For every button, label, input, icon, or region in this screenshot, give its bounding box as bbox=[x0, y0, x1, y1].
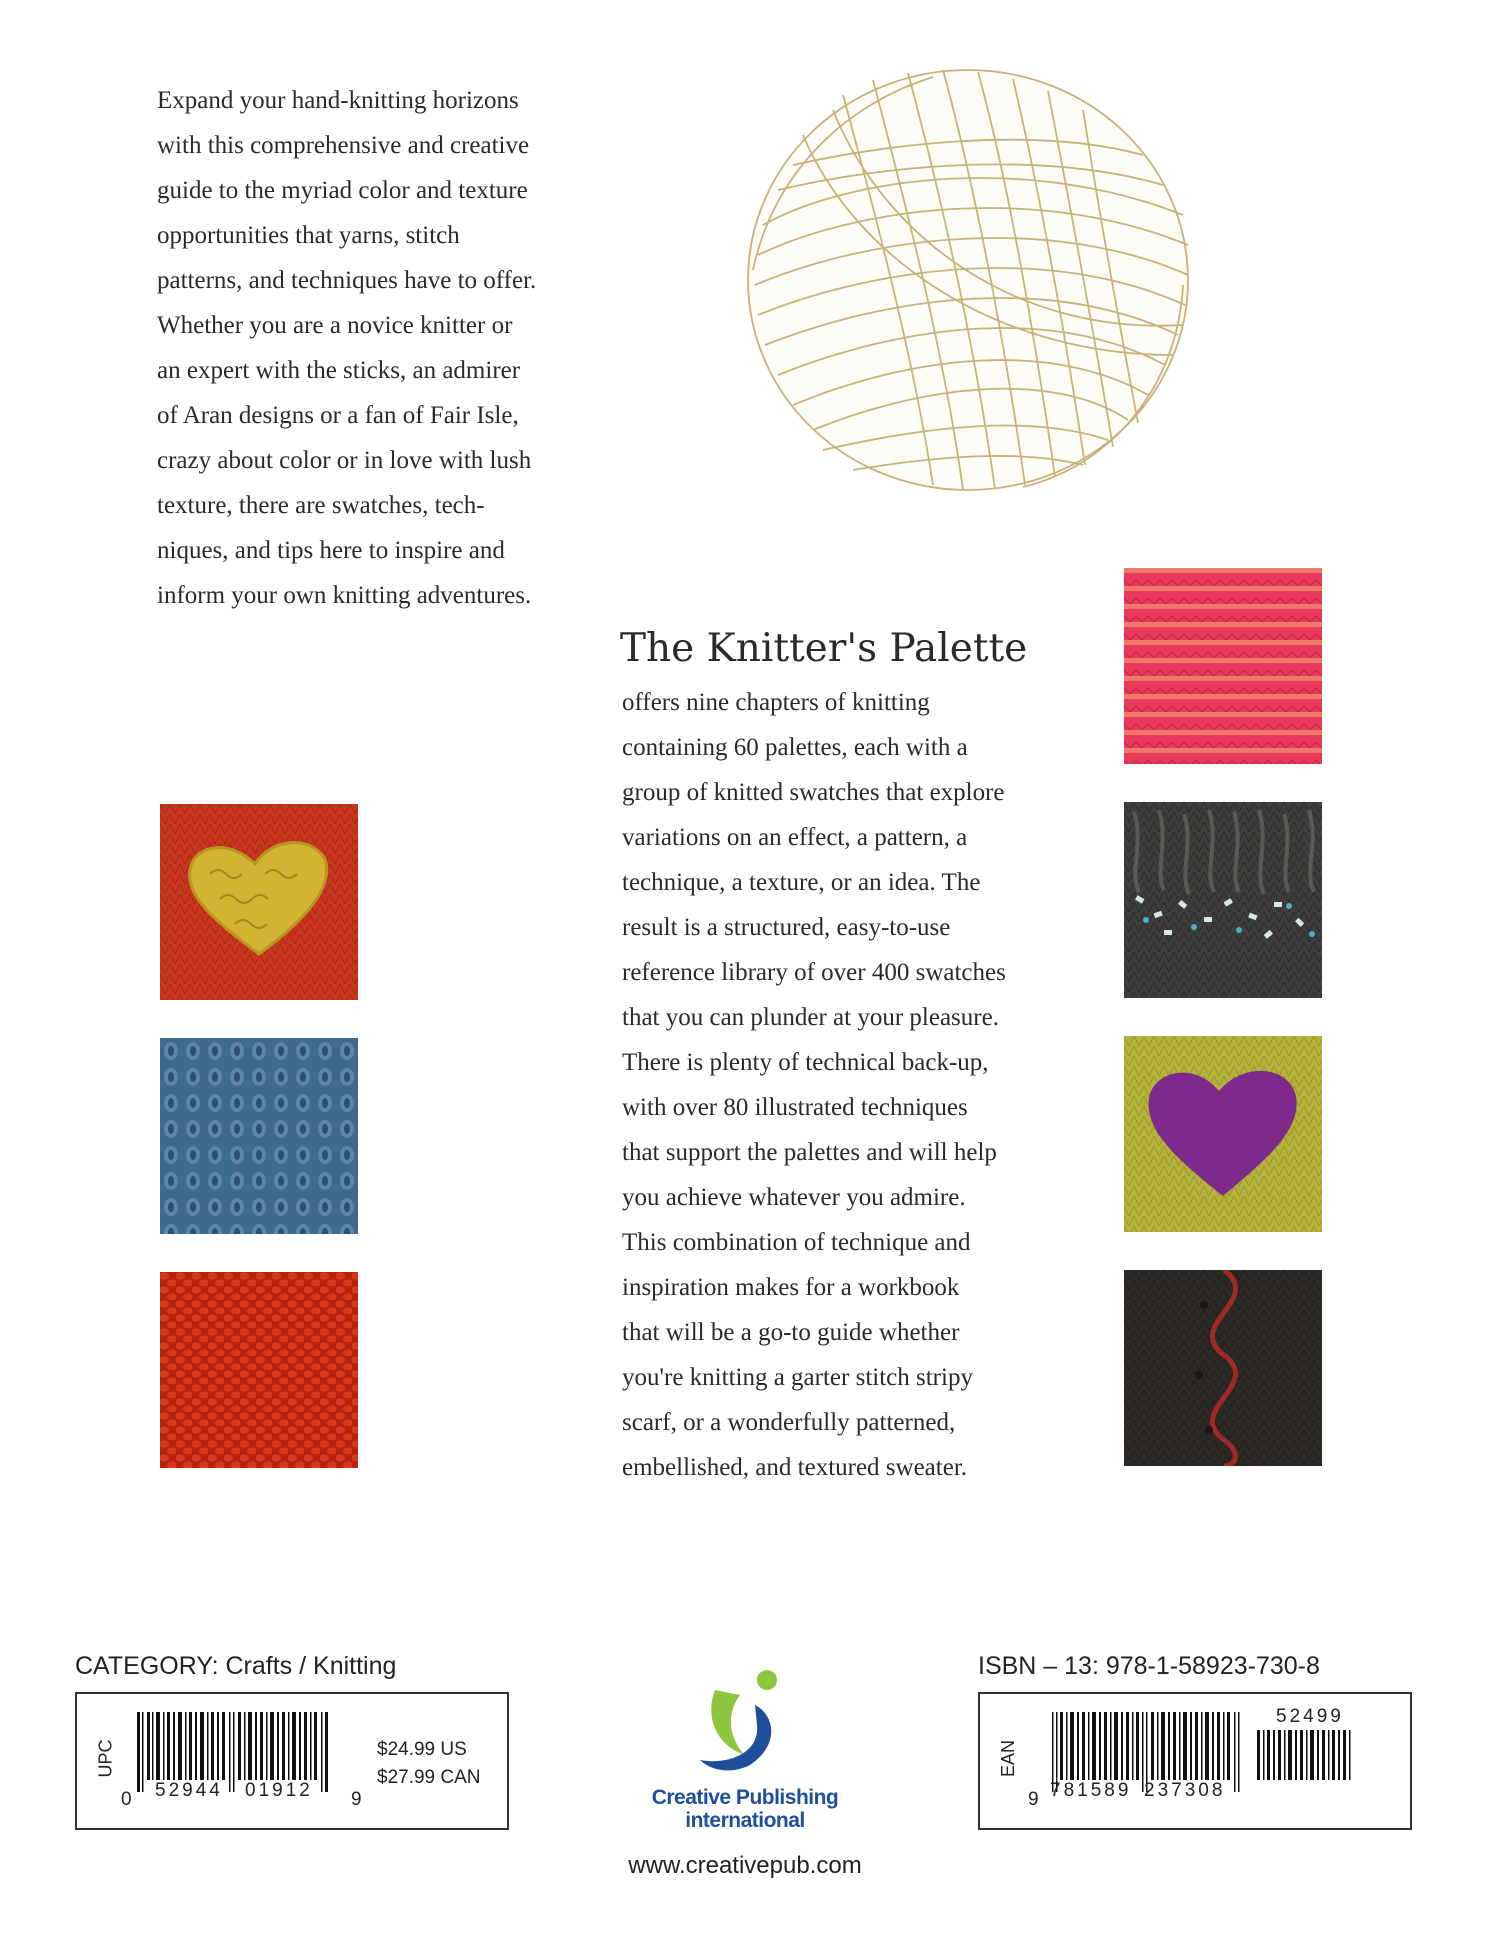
swatch-pink-stripes bbox=[1124, 568, 1322, 764]
description-line: scarf, or a wonderfully patterned, bbox=[622, 1409, 956, 1436]
intro-line: an expert with the sticks, an admirer bbox=[157, 357, 521, 384]
upc-digit-lead: 0 bbox=[121, 1789, 135, 1810]
swatch-yellow-heart-on-red bbox=[160, 804, 358, 1000]
ean-barcode-box bbox=[978, 1692, 1412, 1830]
publisher-name bbox=[640, 1786, 850, 1832]
price-can: $27.99 CAN bbox=[377, 1767, 481, 1788]
description-line: reference library of over 400 swatches bbox=[622, 959, 1006, 986]
ean-addon-digits: 52499 bbox=[1276, 1706, 1344, 1727]
intro-line: crazy about color or in love with lush bbox=[157, 447, 532, 474]
intro-line: Whether you are a novice knitter or bbox=[157, 312, 513, 339]
intro-line: Expand your hand-knitting horizons bbox=[157, 87, 519, 114]
book-description bbox=[622, 680, 1062, 1490]
intro-line: of Aran designs or a fan of Fair Isle, bbox=[157, 402, 519, 429]
intro-line: niques, and tips here to inspire and bbox=[157, 537, 505, 564]
description-line: There is plenty of technical back-up, bbox=[622, 1049, 989, 1076]
intro-line: guide to the myriad color and texture bbox=[157, 177, 528, 204]
description-line: you achieve whatever you admire. bbox=[622, 1184, 966, 1211]
price-block bbox=[377, 1736, 481, 1792]
book-title: The Knitter's Palette bbox=[620, 626, 1028, 671]
swatch-dark-with-wave bbox=[1124, 1270, 1322, 1466]
publisher-logo-icon bbox=[695, 1660, 795, 1780]
description-line: offers nine chapters of knitting bbox=[622, 689, 930, 716]
upc-digits-right: 01912 bbox=[245, 1780, 313, 1801]
upc-label: UPC bbox=[95, 1739, 116, 1778]
description-line: This combination of technique and bbox=[622, 1229, 971, 1256]
price-us: $24.99 US bbox=[377, 1739, 467, 1760]
intro-line: opportunities that yarns, stitch bbox=[157, 222, 460, 249]
description-line: technique, a texture, or an idea. The bbox=[622, 869, 981, 896]
description-line: containing 60 palettes, each with a bbox=[622, 734, 968, 761]
description-line: group of knitted swatches that explore bbox=[622, 779, 1005, 806]
intro-line: texture, there are swatches, tech- bbox=[157, 492, 485, 519]
swatch-charcoal-beaded bbox=[1124, 802, 1322, 998]
description-line: inspiration makes for a workbook bbox=[622, 1274, 960, 1301]
yarn-ball-illustration bbox=[733, 55, 1203, 505]
upc-digit-check: 9 bbox=[351, 1789, 365, 1810]
publisher-line-1: Creative Publishing bbox=[651, 1786, 839, 1809]
isbn-label: ISBN – 13: 978-1-58923-730-8 bbox=[978, 1652, 1320, 1680]
ean-digit-lead: 9 bbox=[1028, 1789, 1042, 1810]
description-line: that support the palettes and will help bbox=[622, 1139, 997, 1166]
upc-digits-left: 52944 bbox=[155, 1780, 223, 1801]
category-label: CATEGORY: Crafts / Knitting bbox=[75, 1652, 397, 1680]
description-line: with over 80 illustrated techniques bbox=[622, 1094, 968, 1121]
description-line: that you can plunder at your pleasure. bbox=[622, 1004, 999, 1031]
publisher-url[interactable]: www.creativepub.com bbox=[628, 1852, 862, 1879]
publisher-line-2: international bbox=[685, 1809, 805, 1832]
swatch-blue-lace bbox=[160, 1038, 358, 1234]
intro-line: patterns, and techniques have to offer. bbox=[157, 267, 537, 294]
description-line: that will be a go-to guide whether bbox=[622, 1319, 960, 1346]
swatch-purple-heart-on-green bbox=[1124, 1036, 1322, 1232]
description-line: result is a structured, easy-to-use bbox=[622, 914, 951, 941]
ean-digits-right: 237308 bbox=[1144, 1780, 1226, 1801]
intro-line: with this comprehensive and creative bbox=[157, 132, 530, 159]
intro-line: inform your own knitting adventures. bbox=[157, 582, 532, 609]
ean-digits-left: 781589 bbox=[1050, 1780, 1132, 1801]
ean-label: EAN bbox=[998, 1739, 1019, 1778]
intro-paragraph bbox=[157, 78, 587, 618]
swatch-red-seed-stitch bbox=[160, 1272, 358, 1468]
upc-barcode-box bbox=[75, 1692, 509, 1830]
description-line: variations on an effect, a pattern, a bbox=[622, 824, 968, 851]
description-line: you're knitting a garter stitch stripy bbox=[622, 1364, 973, 1391]
description-line: embellished, and textured sweater. bbox=[622, 1454, 968, 1481]
